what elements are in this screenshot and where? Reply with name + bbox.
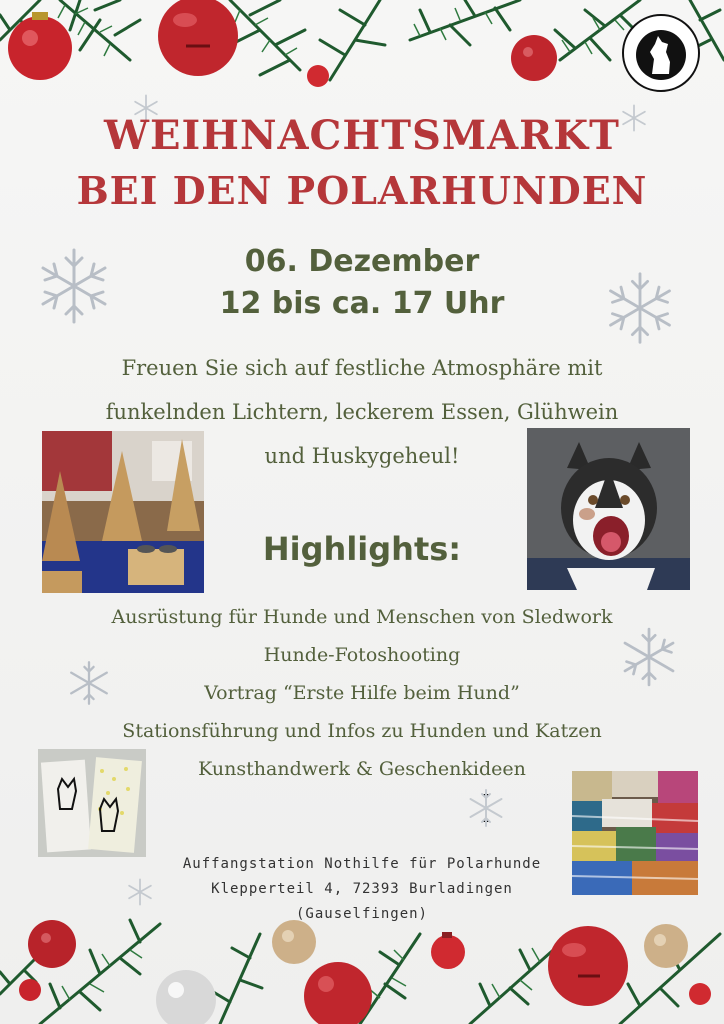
intro-line: und Huskygeheul! [264,444,460,468]
list-item: Vortrag “Erste Hilfe beim Hund” [204,682,520,704]
street-address: Klepperteil 4, 72393 Burladingen [211,881,513,897]
district: (Gauselfingen) [295,906,428,922]
fir-branches-bottom-decoration [0,914,724,1024]
craft-cards-photo [38,749,146,857]
intro-line: funkelnden Lichtern, leckerem Essen, Glühwein [105,400,619,424]
list-item: Ausrüstung für Hunde und Menschen von Sledwork [111,606,613,628]
list-item: Stationsführung und Infos zu Hunden und Katzen [122,720,602,742]
intro-line: Freuen Sie sich auf festliche Atmosphäre mit [121,356,603,380]
knitwear-photo [572,771,698,895]
list-item: Hunde-Fotoshooting [263,644,461,666]
fir-branches-top-decoration [0,0,724,110]
highlights-heading: Highlights: [262,530,462,568]
foundation-logo [622,14,700,92]
list-item: Kunsthandwerk & Geschenkideen [198,758,526,780]
event-date: 06. Dezember [244,244,480,279]
page-title-line-2: BEI DEN POLARHUNDEN [76,168,648,213]
venue-name: Auffangstation Nothilfe für Polarhunde [182,856,542,872]
event-time: 12 bis ca. 17 Uhr [219,286,505,321]
snowflake-icon [466,788,506,828]
market-stall-photo [42,431,204,593]
page-title-line-1: WEIHNACHTSMARKT [104,112,620,159]
